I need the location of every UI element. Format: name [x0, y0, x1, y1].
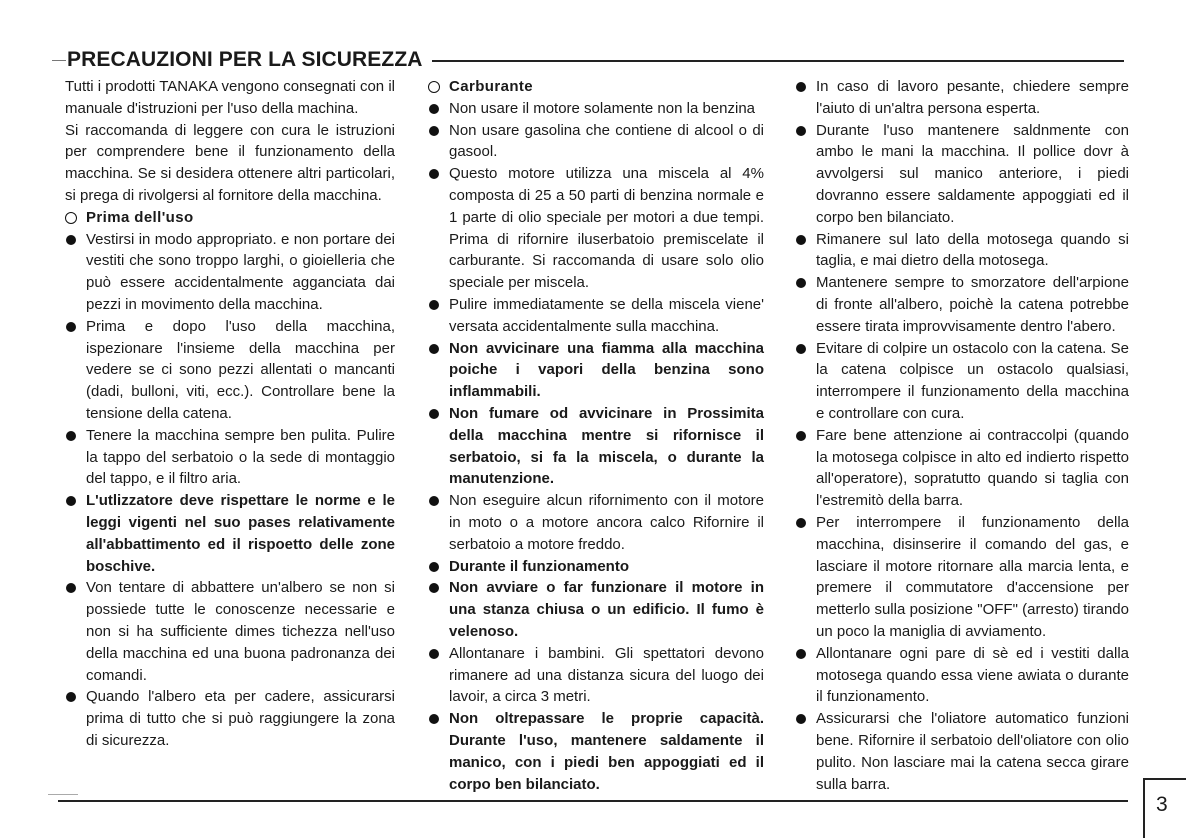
- column-2: [428, 76, 764, 795]
- list-item: Vestirsi in modo appropriato. e non portare dei vestiti che sono troppo larghi, o gioielleria che può essere accidentalmente agganciata dai pezzi in movimento della macchina.: [65, 229, 395, 316]
- list-item: Evitare di colpire un ostacolo con la catena. Se la catena colpisce un ostacolo qualsiasi, interrompere il funzionamento della macchina e controllare con cura.: [795, 338, 1129, 425]
- list-item: Pulire immediatamente se della miscela viene' versata accidentalmente sulla macchina.: [428, 294, 764, 338]
- title-rule-left: [52, 60, 66, 61]
- list-item: Mantenere sempre to smorzatore dell'arpione di fronte all'albero, poichè la catena potrebbe essere tirata improvvisamente dentro l'abero.: [795, 272, 1129, 337]
- list-item: Durante l'uso mantenere saldnmente con ambo le mani la macchina. Il pollice dovr à avvolgersi sul manico anteriore, i piedi dovranno essere saldamente appoggiati ed il corpo ben bilanciato.: [795, 120, 1129, 229]
- list-item: Von tentare di abbattere un'albero se non si possiede tutte le conoscenze necessarie e non si ha sufficiente dimes tichezza nell'uso della macchina ed una buona padronanza dei comandi.: [65, 577, 395, 686]
- list-item: Per interrompere il funzionamento della macchina, disinserire il comando del gas, e lasciare il motore ritornare alla marcia lenta, e premere il commutatore d'accensione per metterlo sulla posizione "OFF" (arresto) tirando un poco la maniglia di avviamento.: [795, 512, 1129, 643]
- list-item: Quando l'albero eta per cadere, assicurarsi prima di tutto che si può raggiungere la zona di sicurezza.: [65, 686, 395, 751]
- column-1: [65, 76, 395, 752]
- list-item: L'utlizzatore deve rispettare le norme e le leggi vigenti nel suo pases relativamente all'abbattimento ed il rispoetto delle zone boschive.: [65, 490, 395, 577]
- title-rule-right: [432, 60, 1124, 62]
- section-heading-prima-uso: Prima dell'uso: [65, 207, 395, 229]
- list-item: Non usare gasolina che contiene di alcool o di gasool.: [428, 120, 764, 164]
- list-item: Assicurarsi che l'oliatore automatico funzioni bene. Rifornire il serbatoio dell'oliatore con olio pulito. Non lasciare mai la catena secca girare sulla barra.: [795, 708, 1129, 795]
- safety-list-continued: [795, 76, 1129, 795]
- section-heading-carburante: Carburante: [428, 76, 764, 98]
- list-item: Non avviare o far funzionare il motore in una stanza chiusa o un edificio. Il fumo è velenoso.: [428, 577, 764, 642]
- list-item: Allontanare i bambini. Gli spettatori devono rimanere ad una distanza sicura del luogo dei lavoir, a circa 3 metri.: [428, 643, 764, 708]
- list-item: Prima e dopo l'uso della macchina, ispezionare l'insieme della macchina per vedere se ci sono pezzi allentati o mancanti (dadi, bulloni, viti, ecc.). Controllare bene la tensione della catena.: [65, 316, 395, 425]
- list-item: Non avvicinare una fiamma alla macchina poiche i vapori della benzina sono inflammabili.: [428, 338, 764, 403]
- page-number: 3: [1156, 793, 1168, 816]
- page-title: PRECAUZIONI PER LA SICUREZZA: [67, 48, 423, 71]
- intro-paragraph-2: Si raccomanda di leggere con cura le istruzioni per comprendere bene il funzionamento della macchina. Se si desidera ottenere altri particolari, si prega di rivolgersi al fornitore della macchina.: [65, 121, 395, 204]
- list-item: Non oltrepassare le proprie capacità. Durante l'uso, mantenere saldamente il manico, con i piedi ben appoggiati ed il corpo ben bilanciato.: [428, 708, 764, 795]
- carburante-list: [428, 76, 764, 795]
- list-item: In caso di lavoro pesante, chiedere sempre l'aiuto di un'altra persona esperta.: [795, 76, 1129, 120]
- footer-rule-faint: [48, 794, 78, 795]
- column-3: [795, 76, 1129, 795]
- list-item: Allontanare ogni pare di sè ed i vestiti dalla motosega quando essa viene awiata o durante il funzionamento.: [795, 643, 1129, 708]
- list-item: Non fumare od avvicinare in Prossimita della macchina mentre si rifornisce il serbatoio, si fa la miscela, o durante la manutenzione.: [428, 403, 764, 490]
- prima-uso-list: [65, 207, 395, 752]
- list-item: Tenere la macchina sempre ben pulita. Pulire la tappo del serbatoio o la sede di montaggio del tappo, e il filtro aria.: [65, 425, 395, 490]
- intro-paragraph-1: Tutti i prodotti TANAKA vengono consegnati con il manuale d'istruzioni per l'uso della machina.: [65, 78, 395, 117]
- list-item: Rimanere sul lato della motosega quando si taglia, e mai dietro della motosega.: [795, 229, 1129, 273]
- section-heading-durante-funzionamento: Durante il funzionamento: [428, 556, 764, 578]
- list-item: Questo motore utilizza una miscela al 4% composta di 25 a 50 parti di benzina normale e 1 parte di olio speciale per motori a due tempi. Prima di rifornire iluserbatoio premiscelate il carburante. Si raccomanda di usare solo olio speciale per miscela.: [428, 163, 764, 294]
- list-item: Non eseguire alcun rifornimento con il motore in moto o a motore ancora calco Rifornire il serbatoio a motore freddo.: [428, 490, 764, 555]
- footer-rule: [58, 800, 1128, 802]
- list-item: Fare bene attenzione ai contraccolpi (quando la motosega colpisce in alto ed indierto rispetto all'operatore), sopratutto quando si taglia con l'estremitò della barra.: [795, 425, 1129, 512]
- list-item: Non usare il motore solamente non la benzina: [428, 98, 764, 120]
